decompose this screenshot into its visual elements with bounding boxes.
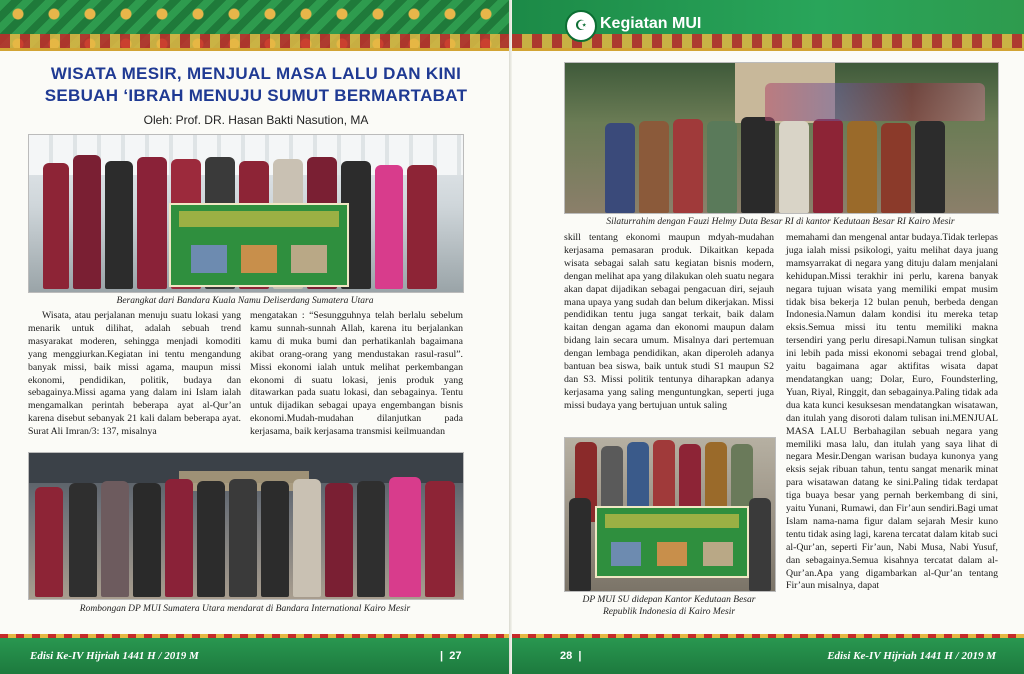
right-page: [512, 0, 1024, 674]
article-title: [20, 63, 492, 107]
page-number-value: 28: [560, 650, 573, 662]
article-column-2: [250, 310, 463, 439]
caption-embassy: Silaturrahim dengan Fauzi Helmy Duta Besar RI di kantor Kedutaan Besar RI Kairo Mesir: [606, 217, 955, 227]
paragraph: Wisata, atau perjalanan menuju suatu lokasi yang menarik untuk dilihat, adalah sebuah trend masyarakat moderen, sehingga menjadi komoditi yang menggiurkan.Kegiatan ini tentu mengandung banyak missi, baik missi agama, maupun missi ekonomi, pendidikan, politik, budaya dan sebagainya.Missi agama yang dalam ini Islam ialah mengamalkan perintah beberapa ayat al-Qur’an karena disebut sebanyak 21 kali dalam beberapa ayat. Surat Ali Imran/3: 137, misalnya: [28, 310, 241, 438]
title-line-1: WISATA MESIR, MENJUAL MASA LALU DAN KINI: [50, 64, 462, 83]
edition-label: Edisi Ke-IV Hijriah 1441 H / 2019 M: [827, 650, 996, 662]
page-number-value: 27: [449, 650, 462, 662]
mui-logo-icon: ☪: [565, 10, 597, 42]
page-number: | 27: [440, 650, 462, 662]
photo-airport-kualanamu: [28, 134, 464, 293]
section-title: Kegiatan MUI: [600, 15, 702, 32]
edition-label: Edisi Ke-IV Hijriah 1441 H / 2019 M: [30, 650, 199, 662]
photo-embassy-meeting: [564, 62, 999, 214]
banner-mui: [595, 506, 749, 578]
caption-line-2: Republik Indonesia di Kairo Mesir: [602, 607, 736, 617]
photo-embassy-office: [564, 437, 776, 592]
article-author: Oleh: Prof. DR. Hasan Bakti Nasution, MA: [143, 113, 369, 127]
article-column-1: [28, 310, 241, 439]
paragraph: mengatakan : “Sesungguhnya telah berlalu sebelum kamu sunnah-sunnah Allah, karena itu berjalankan kamu di muka bumi dan perhatikanlah bagaimana akibat orang-orang yang mendustakan rasul-rasul”. Missi ekonomi ialah untuk melihat perkembangan ekonomi di suatu lokasi, jenis produk yang ditawarkan pada suatu lokasi, dan sebagainya. Tentu untuk dijadikan sebagai upaya engembangan bisnis ekonomi.Mudah-mudahan dilanjutkan pada kerjasama, baik kerjasama transmisi keilmuandan: [250, 310, 463, 438]
caption-line-1: DP MUI SU didepan Kantor Kedutaan Besar: [582, 595, 756, 605]
caption-embassy-office: [564, 594, 774, 618]
ornament-header: [0, 0, 512, 51]
caption-arrival: Rombongan DP MUI Sumatera Utara mendarat di Bandara International Kairo Mesir: [79, 604, 411, 614]
banner-mui: [169, 203, 349, 287]
photo-cairo-airport-arrival: [28, 452, 464, 600]
page-number: 28 |: [560, 650, 582, 662]
paragraph: memahami dan mengenal antar budaya.Tidak terlepas juga ialah missi psikologi, yaitu melihat daya juang mamsyarrakat di negara yang dituju dalam menjalani kehidupan.Missi terakhir ini perlu, karena banyak negara tujuan wisata yang memiliki empat musim tidak bisa bekerja 12 bulan penuh, berbeda dengan Indonesia.Namun dalam kondisi itu mereka tetap eksis.Semua missi itu tentu memiliki makna tersendiri yang perlu diresapi.Namun tulisan singkat ini lebih pada missi ekonomi sebagai trend global, yaitu bagaimana agar aktifitas wisata dapat mendatangkan uang; Dolar, Euro, Foundsterling, Yuan, Riyal, Ringgit, dan sebagainya.Paling tidak ada dua kata kunci kesuksesan mendatangkan wisatawan, dan itulah yang disoroti dalam tulisan ini.MENJUAL MASA LALU Berbahagilan sebuah negara yang memiliki masa lalu, dan itulah yang saya lihat di negara Mesir.Dengan warisan budaya kunonya yang eksis sejak ribuan tahun, tentu sangat menarik minat para wisatawan datang ke sini.Paling tidak terdapat tiga buaya besar yang pernah berkembang di sini, yaitu Yunani, Rumawi, dan Fir’aun sendiri.Bagi umat Islam nama-nama figur dalam sejarah Mesir kuno tentu tidak asing lagi, karena tercatat dalam kitab suci al-Qur’an, seperti Fir’aun, Nabi Musa, Nabi Yusuf, dan sebagainya.Semua kisahnya tercatat dalam al-Qur’an.Apa yang digambarkan al-Qur’an tentang Fir’aun misalnya, dapat: [786, 232, 998, 592]
title-line-2: SEBUAH ‘IBRAH MENUJU SUMUT BERMARTABAT: [44, 86, 468, 105]
article-column-3: [564, 232, 774, 413]
caption-departure: Berangkat dari Bandara Kuala Namu Deliserdang Sumatera Utara: [116, 296, 374, 306]
paragraph: skill tentang ekonomi maupun mdyah-mudahan kerjasama pemasaran produk. Dikaitkan kepada wisata sebagai salah satu kegiatan bisnis modern, dengan melihat apa yang dilakukan oleh suatu negara akan dapat dijadikan sebagai pengacuan diri, sejauh mana upaya yang sudah dan belum dikerjakan. Missi pendidikan tentu juga sangat terkait, baik dalam kaitan dengan agama dan ekonomi maupun dalam bidang lain secara umum. Misalnya dari pertemuan dengan lembaga pendidikan, akan diperoleh adanya bantuan bea siswa, baik untuk studi S1 maupun S2 dan S3. Missi politik tentunya diharapkan adanya kerjasama yang saling menguntungkan, seperti juga missi budaya yang bertujuan untuk saling: [564, 232, 774, 411]
article-column-4: [786, 232, 998, 593]
